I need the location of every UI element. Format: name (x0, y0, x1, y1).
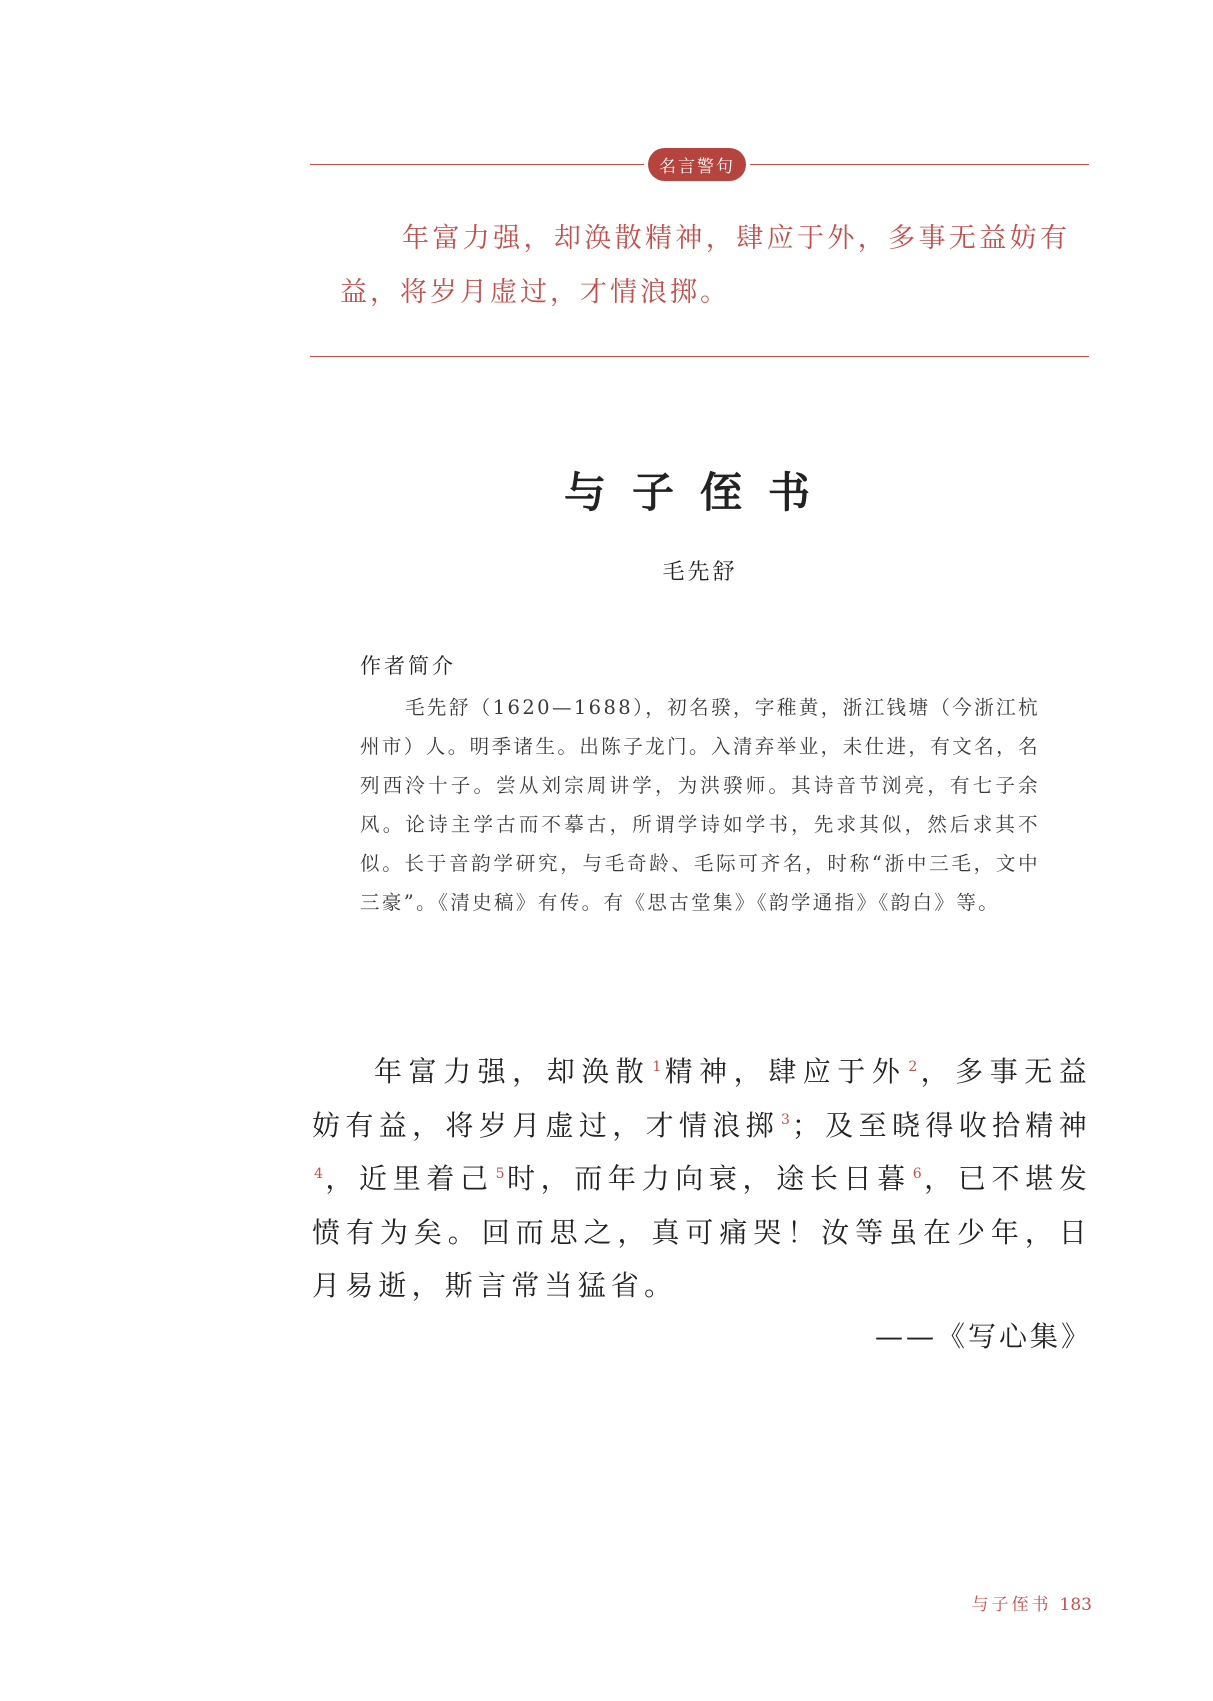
page-number: 183 (1059, 1595, 1092, 1615)
footnote-marker: 6 (912, 1165, 922, 1182)
main-text (312, 1045, 1092, 1313)
page-footer (0, 1590, 1092, 1615)
main-text-segment: 年富力强，却涣散 (374, 1055, 651, 1088)
intro-body: 毛先舒（1620—1688），初名骙，字稚黄，浙江钱塘（今浙江杭州市）人。明季诸生。出陈子龙门。入清弃举业，未仕进，有文名，名列西泠十子。尝从刘宗周讲学，为洪骙师。其诗音节浏亮，有七子余风。论诗主学古而不摹古，所谓学诗如学书，先求其似，然后求其不似。长于音韵学研究，与毛奇龄、毛际可齐名，时称“浙中三毛，文中三豪”。《清史稿》有传。有《思古堂集》《韵学通指》《韵白》等。 (360, 696, 1040, 914)
footer-title: 与子侄书 (971, 1595, 1052, 1615)
main-text-segment: 精神，肆应于外 (663, 1055, 907, 1088)
footnote-marker: 3 (781, 1112, 790, 1129)
article-title: 与子侄书 (563, 468, 836, 517)
footnote-marker: 5 (495, 1165, 505, 1182)
article-author: 毛先舒 (662, 560, 738, 585)
footnote-marker: 4 (314, 1165, 323, 1182)
quote-badge: 名言警句 (648, 148, 746, 181)
main-text-segment: ，近里着己 (324, 1162, 494, 1195)
intro-heading: 作者简介 (360, 654, 456, 678)
footnote-marker: 2 (908, 1058, 918, 1075)
main-text-segment: ，多事无益妨有益，将岁月虚过，才情浪掷 (312, 1055, 1092, 1142)
footnote-marker: 1 (652, 1058, 662, 1075)
main-text-segment: 时，而年力向衰，途长日暮 (506, 1162, 911, 1195)
source-citation: ——《写心集》 (874, 1320, 1092, 1353)
main-text-segment: ，已不堪发愤有为矣。回而思之，真可痛哭！汝等虽在少年，日月易逝，斯言常当猛省。 (312, 1162, 1092, 1302)
famous-quote: 年富力强，却涣散精神，肆应于外，多事无益妨有益，将岁月虚过，才情浪掷。 (340, 223, 1070, 308)
main-text-segment: ；及至晓得收拾精神 (791, 1108, 1092, 1142)
quote-bottom-rule (310, 356, 1089, 357)
